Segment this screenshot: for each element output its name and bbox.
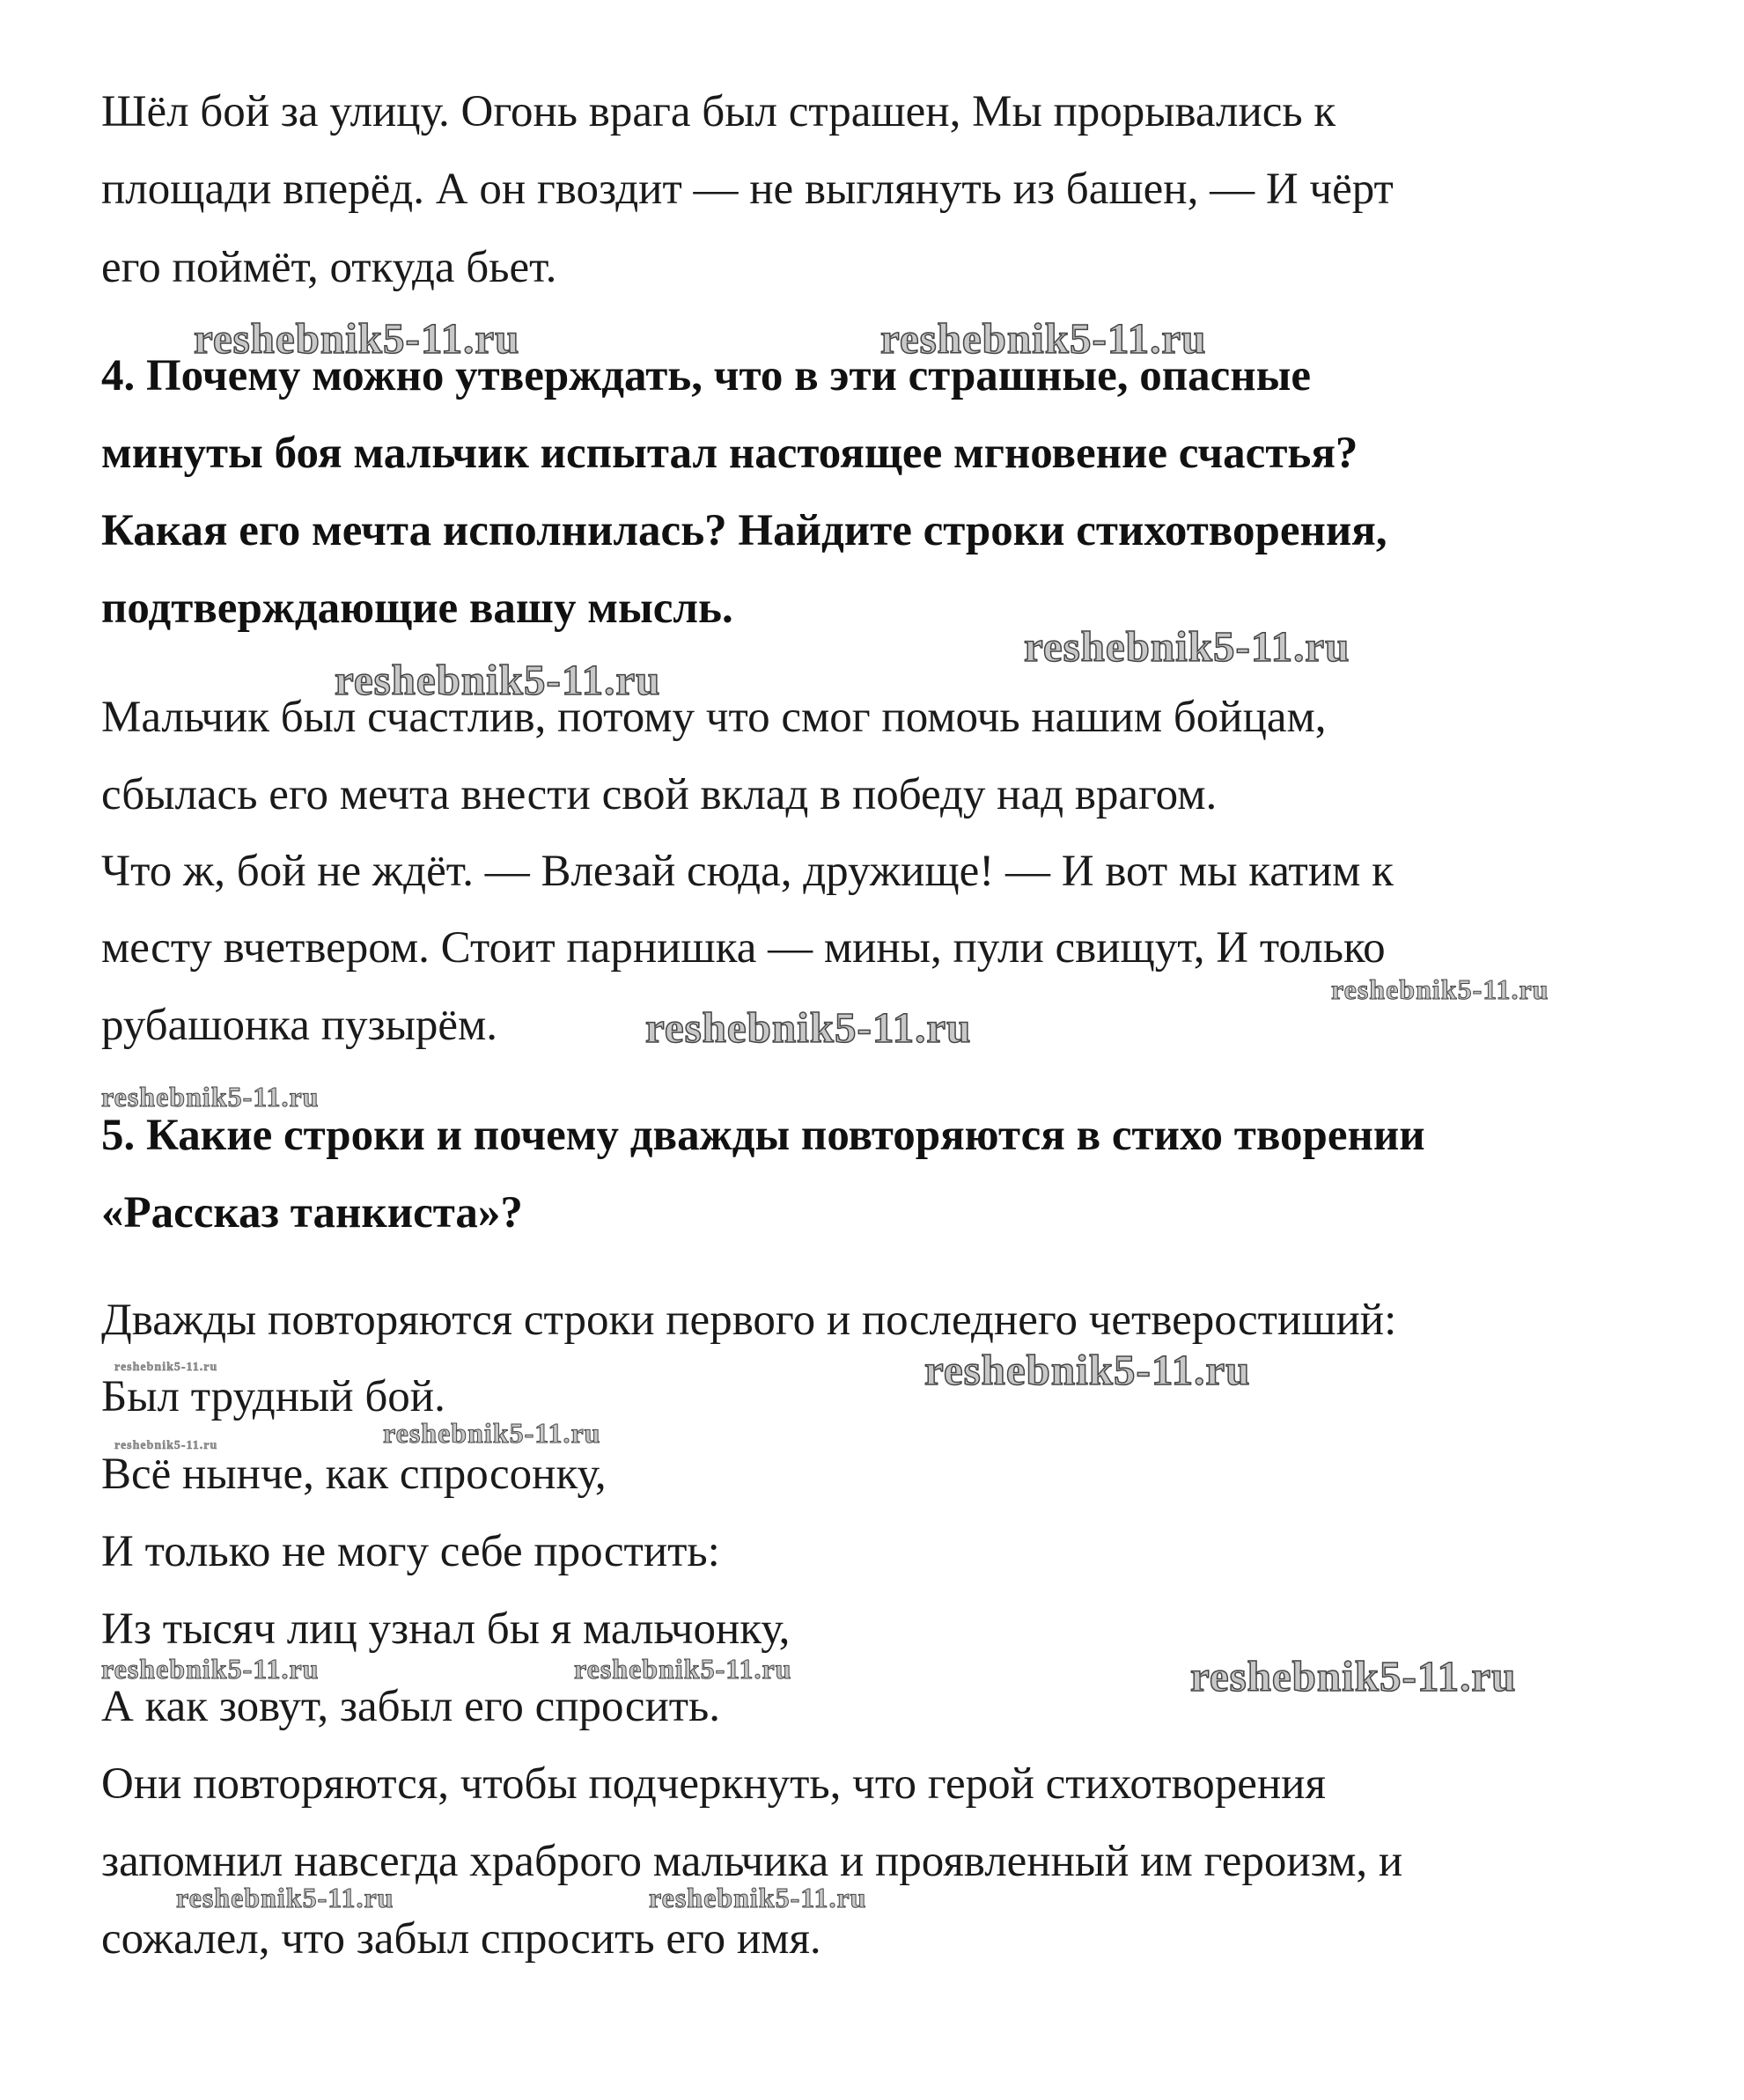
answer-4-line: сбылась его мечта внести свой вклад в победу над врагом. — [101, 770, 1218, 819]
answer-5-line: запомнил навсегда храброго мальчика и проявленный им героизм, и — [101, 1837, 1403, 1886]
watermark: reshebnik5-11.ru — [101, 1081, 320, 1112]
poem-line: Всё нынче, как спросонку, — [101, 1450, 607, 1499]
watermark: reshebnik5-11.ru — [114, 1439, 218, 1452]
answer-4-line: Мальчик был счастлив, потому что смог помочь нашим бойцам, — [101, 693, 1327, 742]
watermark: reshebnik5-11.ru — [114, 1361, 218, 1374]
poem-line: И только не могу себе простить: — [101, 1527, 720, 1576]
question-4-line: минуты боя мальчик испытал настоящее мгновение счастья? — [101, 429, 1358, 478]
question-5-line: 5. Какие строки и почему дважды повторяются в стихо творении — [101, 1111, 1425, 1160]
watermark: reshebnik5-11.ru — [924, 1346, 1251, 1394]
watermark: reshebnik5-11.ru — [335, 656, 661, 704]
answer-5-line: сожалел, что забыл спросить его имя. — [101, 1914, 821, 1964]
question-5-line: «Рассказ танкиста»? — [101, 1188, 523, 1237]
watermark: reshebnik5-11.ru — [1190, 1652, 1517, 1700]
poem-line: А как зовут, забыл его спросить. — [101, 1682, 721, 1731]
question-4-line: подтверждающие вашу мысль. — [101, 584, 733, 633]
question-4-line: 4. Почему можно утверждать, что в эти страшные, опасные — [101, 351, 1312, 400]
watermark: reshebnik5-11.ru — [176, 1882, 394, 1913]
answer-4-line: Что ж, бой не ждёт. — Влезай сюда, дружище! — И вот мы катим к — [101, 847, 1394, 896]
answer-5-line: Они повторяются, чтобы подчеркнуть, что герой стихотворения — [101, 1759, 1326, 1809]
text-line: площади вперёд. А он гвоздит — не выглянуть из башен, — И чёрт — [101, 165, 1394, 214]
question-4-line: Какая его мечта исполнилась? Найдите строки стихотворения, — [101, 506, 1387, 555]
watermark: reshebnik5-11.ru — [1024, 622, 1350, 671]
text-line: Шёл бой за улицу. Огонь врага был страшен, Мы прорывались к — [101, 87, 1336, 136]
answer-5-line: Дважды повторяются строки первого и последнего четверостиший: — [101, 1296, 1397, 1345]
poem-line: Был трудный бой. — [101, 1372, 445, 1421]
watermark: reshebnik5-11.ru — [880, 314, 1207, 363]
watermark: reshebnik5-11.ru — [649, 1882, 867, 1913]
watermark: reshebnik5-11.ru — [574, 1653, 792, 1685]
answer-4-line: месту вчетвером. Стоит парнишка — мины, пули свищут, И только — [101, 923, 1386, 973]
watermark: reshebnik5-11.ru — [645, 1003, 972, 1052]
answer-4-line: рубашонка пузырём. — [101, 1001, 498, 1050]
text-line: его поймёт, откуда бьет. — [101, 243, 557, 292]
watermark: reshebnik5-11.ru — [194, 314, 520, 363]
watermark: reshebnik5-11.ru — [1331, 973, 1549, 1005]
watermark: reshebnik5-11.ru — [101, 1653, 320, 1685]
poem-line: Из тысяч лиц узнал бы я мальчонку, — [101, 1604, 791, 1654]
watermark: reshebnik5-11.ru — [383, 1417, 601, 1449]
